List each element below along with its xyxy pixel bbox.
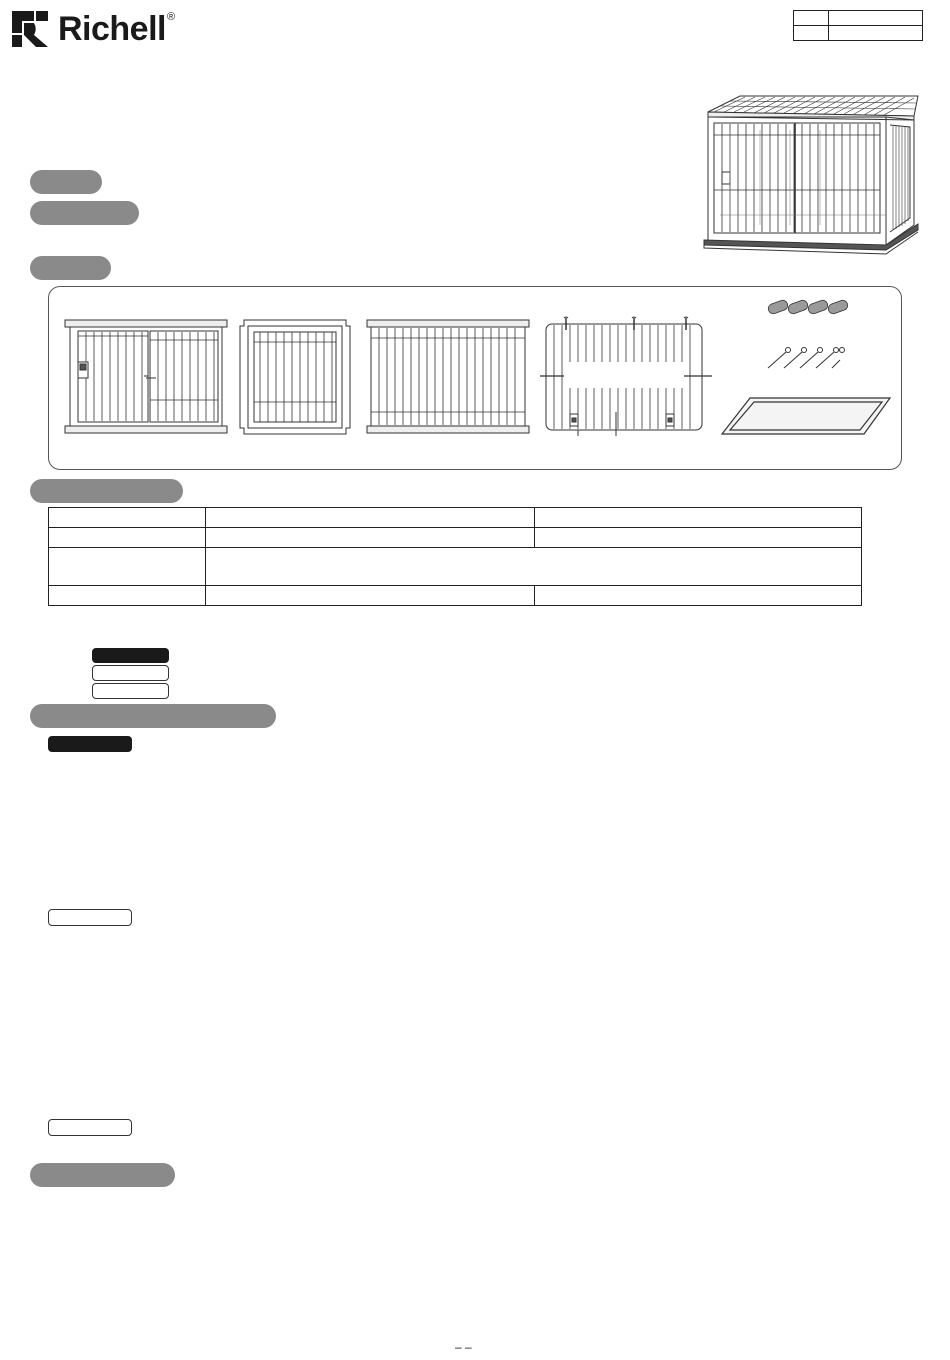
danger-heading-tag [48, 736, 132, 752]
section-pill-specifications [30, 479, 183, 503]
spec-cell [206, 508, 535, 528]
spec-cell [206, 528, 535, 548]
code-cell [829, 26, 923, 41]
section-pill-parts [30, 256, 111, 280]
code-cell [829, 11, 923, 26]
caution-tag [92, 683, 169, 699]
spec-cell [49, 586, 206, 606]
spec-cell [49, 508, 206, 528]
code-cell [794, 11, 829, 26]
part-pins [766, 344, 850, 372]
danger-tag [92, 648, 169, 663]
spec-cell [535, 528, 862, 548]
code-cell [794, 26, 829, 41]
spec-cell [49, 528, 206, 548]
cage-product-illustration [700, 90, 925, 260]
product-code-table [793, 10, 923, 41]
spec-cell [535, 586, 862, 606]
warning-tag [92, 665, 169, 681]
spec-cell [49, 548, 206, 586]
part-rear-panel [365, 318, 531, 436]
section-pill-2 [30, 201, 139, 225]
warning-heading-tag [48, 909, 132, 926]
spec-cell [206, 586, 535, 606]
brand-logo [10, 8, 175, 50]
section-pill-1 [30, 170, 102, 194]
specifications-table [48, 507, 862, 606]
page-number: – – [455, 1340, 472, 1354]
spec-cell [206, 548, 862, 586]
richell-logo-icon [10, 9, 50, 49]
part-joints [766, 294, 854, 318]
part-side-panel [240, 318, 352, 436]
brand-name: Richell [58, 9, 166, 48]
caution-heading-tag [48, 1119, 132, 1136]
section-pill-safety [30, 704, 276, 728]
section-pill-6 [30, 1163, 175, 1187]
brand-registered-mark: ® [166, 11, 176, 23]
part-front-panel-with-door [64, 318, 228, 436]
part-roof-panel [540, 316, 712, 438]
spec-cell [535, 508, 862, 528]
part-tray [718, 394, 894, 438]
